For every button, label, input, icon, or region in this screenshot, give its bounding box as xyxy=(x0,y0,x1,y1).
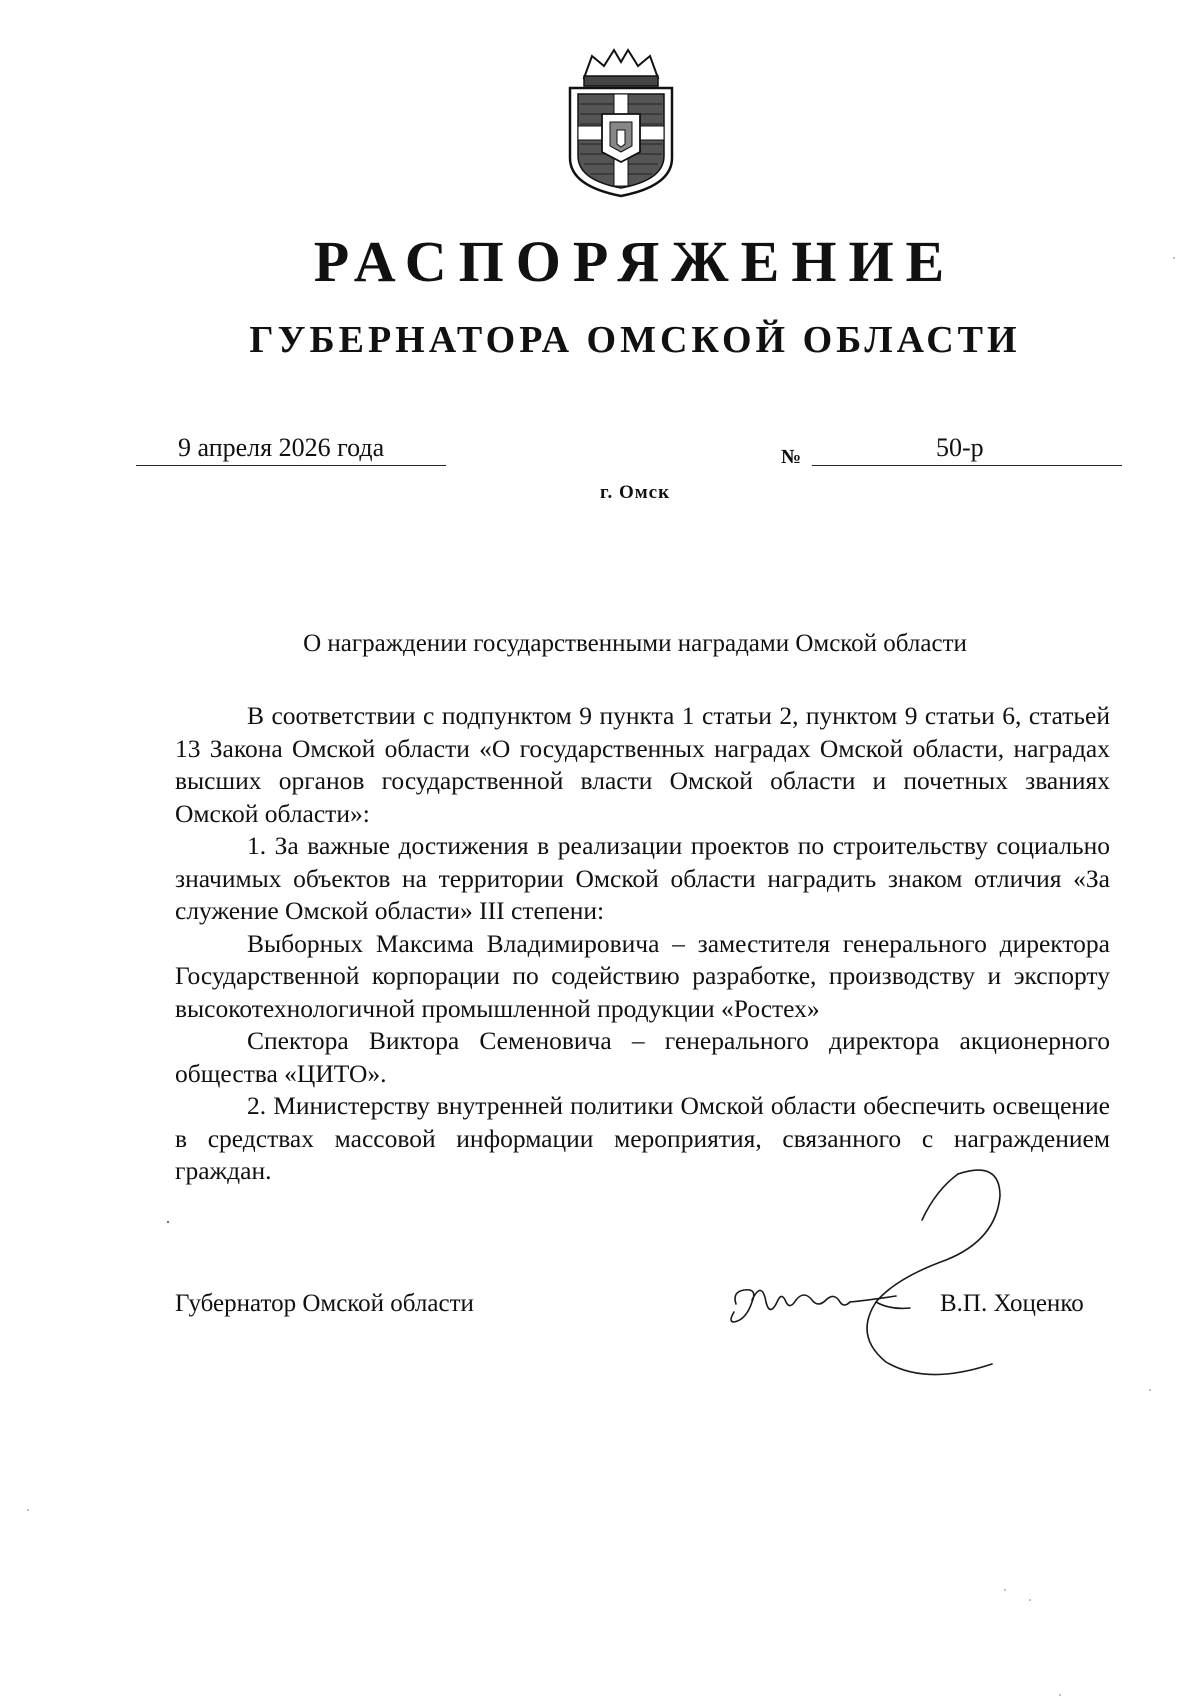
paragraph: В соответствии с подпунктом 9 пункта 1 статьи 2, пунктом 9 статьи 6, статьей 13 Закона Омской области «О государственных наградах Омской области, наградах высших органов государственной власти Омской области и почетных званиях Омской области»: xyxy=(175,701,1110,828)
signer-position: Губернатор Омской области xyxy=(175,1290,474,1317)
signer-name: В.П. Хоценко xyxy=(940,1290,1084,1317)
document-number: 50-р xyxy=(936,433,984,462)
paragraph: Спектора Виктора Семеновича – генерального директора акционерного общества «ЦИТО». xyxy=(175,1026,1110,1088)
date-field xyxy=(136,433,446,466)
number-label: № xyxy=(781,446,802,468)
document-subtitle: ГУБЕРНАТОРА ОМСКОЙ ОБЛАСТИ xyxy=(249,319,1021,361)
coat-of-arms-icon xyxy=(562,48,680,198)
document-title: РАСПОРЯЖЕНИЕ xyxy=(313,229,957,294)
paragraph: 1. За важные достижения в реализации проектов по строительству социально значимых объектов на территории Омской области наградить знаком отличия «За служение Омской области» III степени: xyxy=(175,831,1110,925)
paragraph: Выборных Максима Владимировича – заместителя генерального директора Государственной корпорации по содействию разработке, производству и экспорту высокотехнологичной промышленной продукции «Ростех» xyxy=(175,928,1110,1023)
document-city: г. Омск xyxy=(599,482,671,503)
document-date: 9 апреля 2026 года xyxy=(178,433,385,462)
document-heading: О награждении государственными наградами Омской области xyxy=(303,630,967,657)
number-field xyxy=(812,433,1122,466)
document-body xyxy=(175,700,1110,1188)
paragraph: 2. Министерству внутренней политики Омской области обеспечить освещение в средствах массовой информации мероприятия, связанного с награждением граждан. xyxy=(175,1091,1110,1185)
